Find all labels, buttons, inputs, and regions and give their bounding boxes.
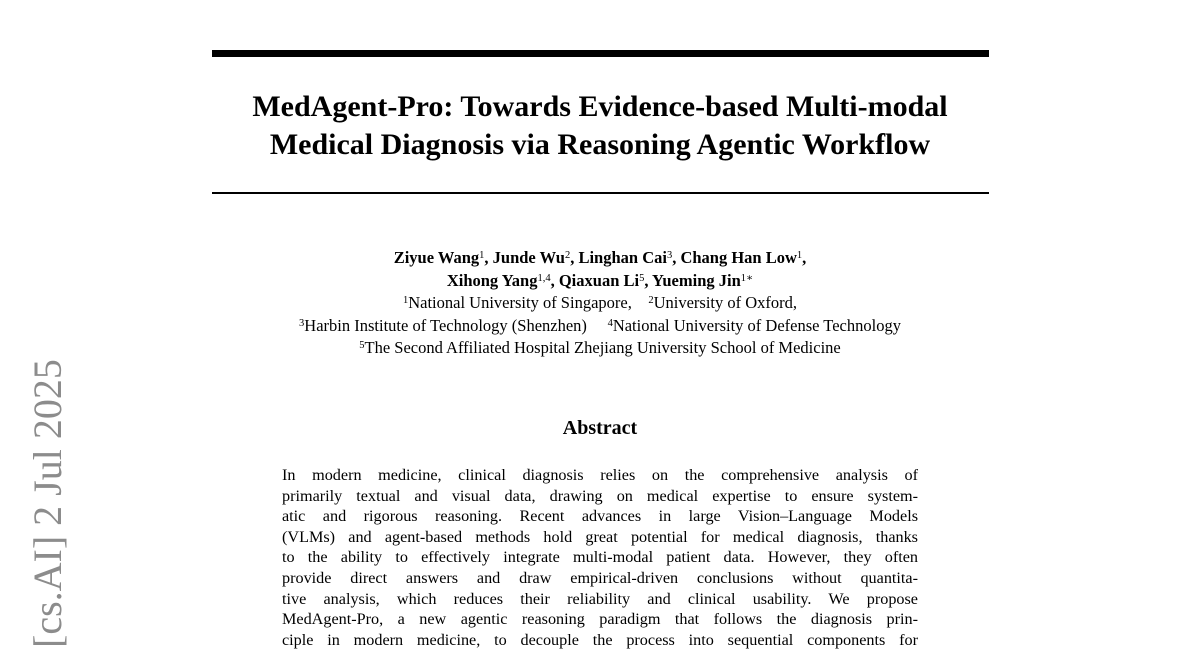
abstract-line: ciple in modern medicine, to decouple the process into sequential components for — [282, 630, 918, 649]
affiliation-line-1 — [150, 292, 1050, 315]
author-name: Ziyue Wang — [393, 248, 480, 267]
abstract-line: (VLMs) and agent-based methods hold great potential for medical diagnosis, thanks — [282, 527, 918, 546]
arxiv-side-stamp: [cs.AI] 2 Jul 2025 — [25, 359, 70, 648]
affiliation: Harbin Institute of Technology (Shenzhen) — [304, 315, 587, 335]
author-name: Qiaxuan Li — [558, 270, 640, 290]
abstract-heading: Abstract — [562, 417, 638, 439]
affiliation-number: 1 — [402, 295, 409, 306]
title-rule — [212, 192, 989, 194]
author-affiliation-mark: 2 — [564, 250, 571, 261]
author-affiliation-mark: 1 — [479, 250, 485, 261]
author-name: Linghan Cai — [578, 248, 667, 267]
abstract-line: MedAgent-Pro, a new agentic reasoning paradigm that follows the diagnosis prin- — [282, 610, 918, 629]
affiliation: The Second Affiliated Hospital Zhejiang University School of Medicine — [364, 338, 841, 357]
author-affiliation-mark: 3 — [666, 250, 673, 261]
paper-title — [150, 88, 1050, 164]
author-line-1: Ziyue Wang$^1$, Junde Wu$^2$, Linghan Cai$^3$, Chang Han Low$^1$, — [393, 248, 807, 267]
author-affiliation-mark: 5 — [639, 272, 645, 284]
author-affiliation-mark: 1∗ — [740, 272, 754, 284]
abstract-line: atic and rigorous reasoning. Recent advances in large Vision–Language Models — [282, 507, 918, 526]
title-line-1: MedAgent-Pro: Towards Evidence-based Multi-modal — [252, 90, 948, 123]
abstract-body — [282, 465, 918, 650]
affiliation-line-2 — [150, 315, 1050, 338]
affiliation: National University of Defense Technology — [612, 315, 901, 335]
author-affiliation-mark: 1,4 — [537, 272, 551, 284]
top-rule — [212, 50, 989, 57]
abstract-line: tive analysis, which reduces their reliability and clinical usability. We propose — [282, 589, 918, 608]
author-name: Yueming Jin — [651, 270, 741, 290]
affiliation-number: 5 — [359, 340, 365, 351]
affiliation-number: 4 — [607, 317, 613, 329]
affiliation: National University of Singapore, — [408, 293, 632, 312]
author-block — [150, 247, 1050, 360]
abstract-line: In modern medicine, clinical diagnosis relies on the comprehensive analysis of — [282, 466, 918, 484]
author-affiliation-mark: 1 — [796, 250, 803, 261]
author-name: Junde Wu — [492, 248, 565, 267]
affiliation-number: 2 — [648, 295, 654, 306]
affiliation-number: 3 — [299, 317, 305, 329]
author-name: Chang Han Low — [680, 248, 797, 267]
author-name: Xihong Yang — [446, 270, 538, 290]
title-line-2: Medical Diagnosis via Reasoning Agentic Workflow — [269, 128, 931, 161]
abstract-line: provide direct answers and draw empirical-driven conclusions without quantita- — [282, 568, 918, 587]
abstract-line: primarily textual and visual data, drawing on medical expertise to ensure system- — [282, 486, 918, 505]
abstract-line: to the ability to effectively integrate multi-modal patient data. However, they often — [282, 548, 918, 567]
author-line-2: Xihong Yang$^{1,4}$, Qiaxuan Li$^5$, Yueming Jin$^{1∗}$ — [446, 270, 754, 290]
affiliation-line-3 — [150, 337, 1050, 360]
affiliation: University of Oxford, — [653, 293, 798, 312]
